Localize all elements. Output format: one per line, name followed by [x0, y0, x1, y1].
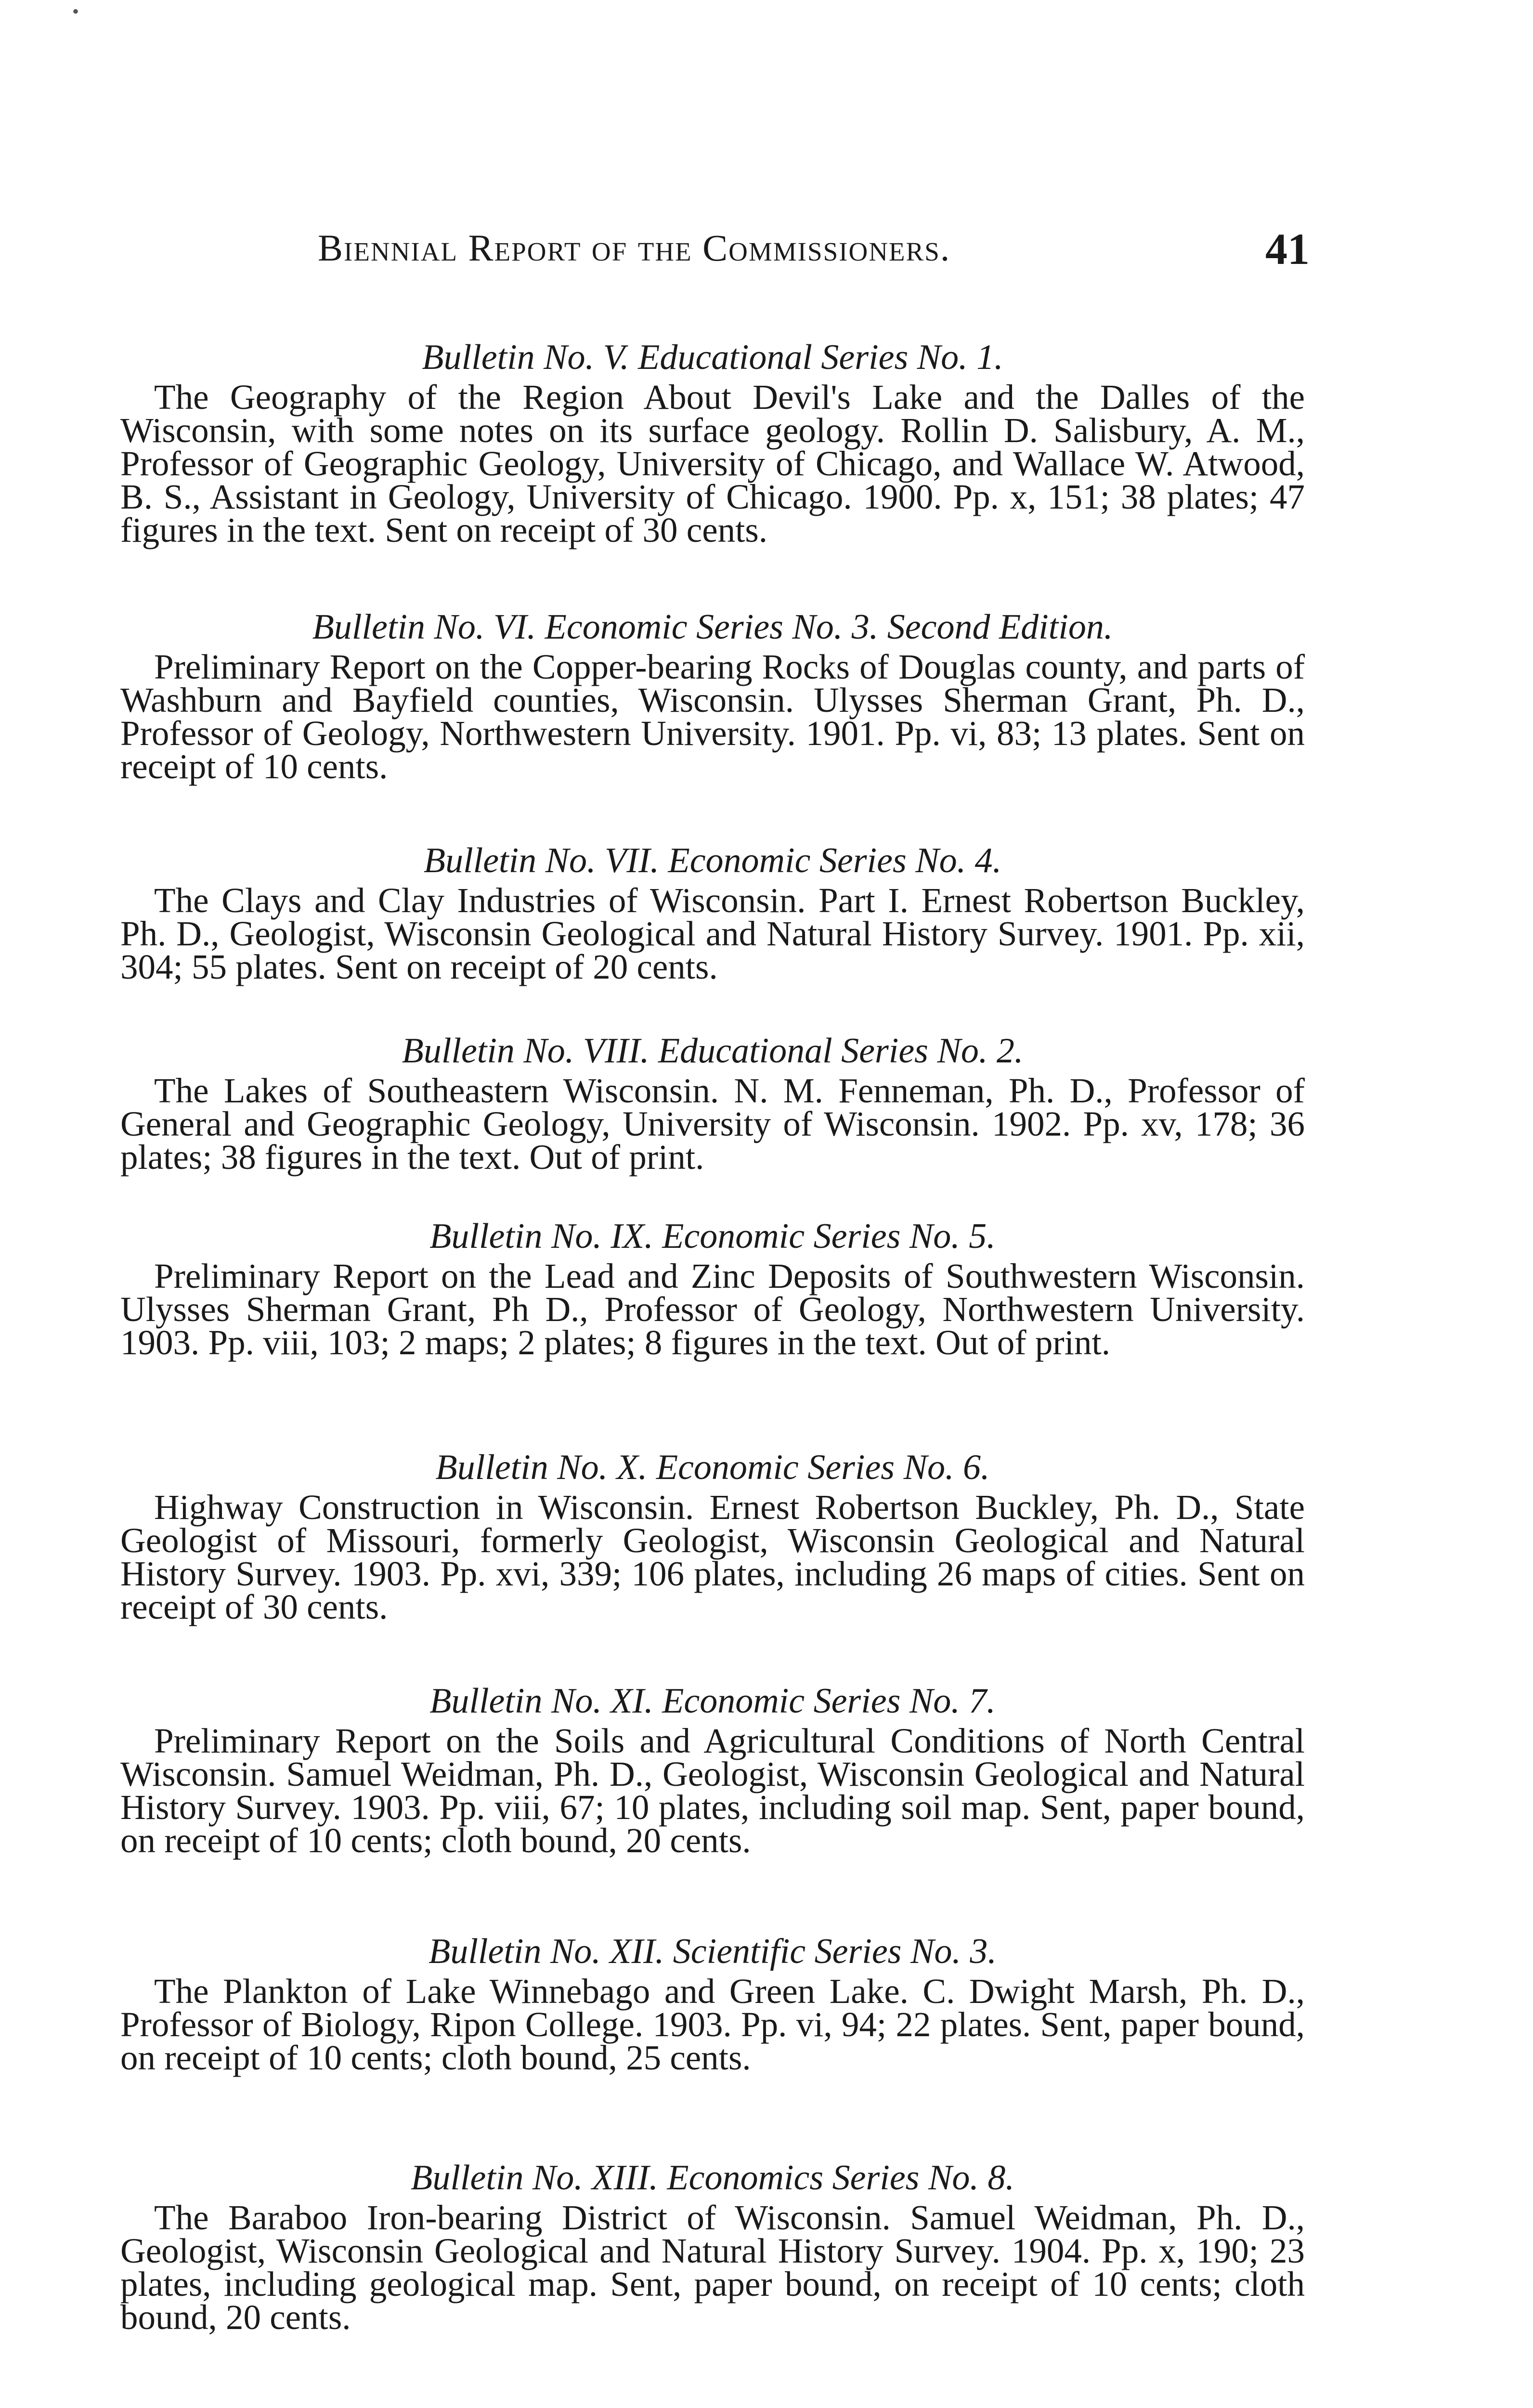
- bulletin-description: Highway Construction in Wisconsin. Ernest Robertson Buckley, Ph. D., State Geologist of Missouri, formerly Geologist, Wisconsin Geological and Natural History Survey. 1903. Pp. xvi, 339; 106 plates, including 26 maps of cities. Sent on receipt of 30 cents.: [120, 1488, 1305, 1626]
- bulletin-heading: Bulletin No. XII. Scientific Series No. 3.: [429, 1932, 997, 1971]
- margin-mark: •: [72, 0, 79, 22]
- bulletin-entry: [120, 1031, 1305, 1177]
- bulletin-description: Preliminary Report on the Soils and Agricultural Conditions of North Central Wisconsin. Samuel Weidman, Ph. D., Geologist, Wisconsin Geological and Natural History Survey. 1903. Pp. viii, 67; 10 plates, including soil map. Sent, paper bound, on receipt of 10 cents; cloth bound, 20 cents.: [120, 1721, 1305, 1860]
- bulletin-description: The Clays and Clay Industries of Wisconsin. Part I. Ernest Robertson Buckley, Ph. D., Geologist, Wisconsin Geological and Natural History Survey. 1901. Pp. xii, 304; 55 plates. Sent on receipt of 20 cents.: [120, 881, 1305, 986]
- running-title: Biennial Report of the Commissioners.: [318, 227, 951, 269]
- bulletin-heading: Bulletin No. VI. Economic Series No. 3. Second Edition.: [312, 607, 1113, 647]
- bulletin-heading: Bulletin No. VII. Economic Series No. 4.: [423, 841, 1002, 880]
- bulletin-description: The Baraboo Iron-bearing District of Wisconsin. Samuel Weidman, Ph. D., Geologist, Wisconsin Geological and Natural History Survey. 1904. Pp. x, 190; 23 plates, including geological map. Sent, paper bound, on receipt of 10 cents; cloth bound, 20 cents.: [120, 2198, 1305, 2337]
- bulletin-entry: [120, 337, 1305, 550]
- bulletin-heading: Bulletin No. XIII. Economics Series No. 8.: [411, 2158, 1014, 2198]
- page-header: [116, 226, 1310, 284]
- bulletin-entry: [120, 1681, 1305, 1860]
- bulletin-description: The Geography of the Region About Devil's Lake and the Dalles of the Wisconsin, with some notes on its surface geology. Rollin D. Salisbury, A. M., Professor of Geographic Geology, University of Chicago, and Wallace W. Atwood, B. S., Assistant in Geology, University of Chicago. 1900. Pp. x, 151; 38 plates; 47 figures in the text. Sent on receipt of 30 cents.: [120, 378, 1305, 550]
- bulletin-entry: [120, 1216, 1305, 1362]
- bulletin-heading: Bulletin No. X. Economic Series No. 6.: [435, 1448, 990, 1487]
- bulletin-entry: [120, 2158, 1305, 2337]
- bulletin-heading: Bulletin No. IX. Economic Series No. 5.: [429, 1217, 996, 1256]
- bulletin-entry: [120, 840, 1305, 986]
- bulletin-description: Preliminary Report on the Lead and Zinc Deposits of Southwestern Wisconsin. Ulysses Sherman Grant, Ph D., Professor of Geology, Northwestern University. 1903. Pp. viii, 103; 2 maps; 2 plates; 8 figures in the text. Out of print.: [120, 1256, 1305, 1362]
- bulletin-description: Preliminary Report on the Copper-bearing Rocks of Douglas county, and parts of Washburn and Bayfield counties, Wisconsin. Ulysses Sherman Grant, Ph. D., Professor of Geology, Northwestern University. 1901. Pp. vi, 83; 13 plates. Sent on receipt of 10 cents.: [120, 647, 1305, 786]
- bulletin-description: The Plankton of Lake Winnebago and Green Lake. C. Dwight Marsh, Ph. D., Professor of Biology, Ripon College. 1903. Pp. vi, 94; 22 plates. Sent, paper bound, on receipt of 10 cents; cloth bound, 25 cents.: [120, 1972, 1305, 2077]
- bulletin-heading: Bulletin No. VIII. Educational Series No. 2.: [402, 1031, 1024, 1071]
- bulletin-entry: [120, 1447, 1305, 1626]
- bulletin-heading: Bulletin No. XI. Economic Series No. 7.: [429, 1681, 996, 1721]
- bulletin-heading: Bulletin No. V. Educational Series No. 1.: [422, 338, 1003, 377]
- bulletin-entry: [120, 1931, 1305, 2077]
- bulletin-description: The Lakes of Southeastern Wisconsin. N. M. Fenneman, Ph. D., Professor of General and Geographic Geology, University of Wisconsin. 1902. Pp. xv, 178; 36 plates; 38 figures in the text. Out of print.: [120, 1071, 1305, 1177]
- bulletin-entry: [120, 607, 1305, 786]
- page-number: 41: [1265, 224, 1310, 274]
